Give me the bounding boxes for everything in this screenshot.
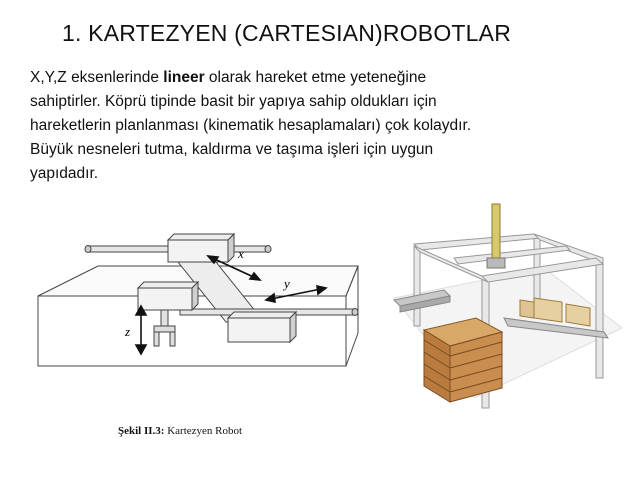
x-axis-label: x xyxy=(238,246,244,261)
body-paragraph xyxy=(30,66,630,186)
front-carriage xyxy=(228,312,296,342)
keyword-lineer: lineer xyxy=(163,69,205,86)
pallet-stack xyxy=(424,318,502,402)
gripper-column xyxy=(487,204,505,268)
slide-title: 1. KARTEZYEN (CARTESIAN)ROBOTLAR xyxy=(62,20,512,46)
caption-text: Kartezyen Robot xyxy=(164,425,243,437)
gantry-robot-photo xyxy=(384,198,624,428)
paragraph-line-4: Büyük nesneleri tutma, kaldırma ve taşıma işleri için uygun xyxy=(30,141,434,158)
z-axis-label: z xyxy=(125,324,131,339)
paragraph-line-1 xyxy=(30,66,630,90)
caption-label: Şekil II.3: xyxy=(118,425,165,437)
y-axis-label: y xyxy=(284,276,290,291)
line-1-end: olarak hareket etme yeteneğine xyxy=(204,69,427,86)
line-1-start: X,Y,Z eksenlerinde xyxy=(30,69,164,86)
paragraph-line-5: yapıdadır. xyxy=(30,165,99,182)
middle-carriage xyxy=(138,282,198,310)
back-carriage xyxy=(168,234,234,262)
paragraph-line-2: sahiptirler. Köprü tipinde basit bir yapıya sahip oldukları için xyxy=(30,93,437,110)
paragraph-line-3: hareketlerin planlanması (kinematik hesaplamaları) çok kolaydır. xyxy=(30,117,472,134)
figure-caption xyxy=(118,425,242,437)
cartesian-robot-diagram xyxy=(28,218,373,418)
